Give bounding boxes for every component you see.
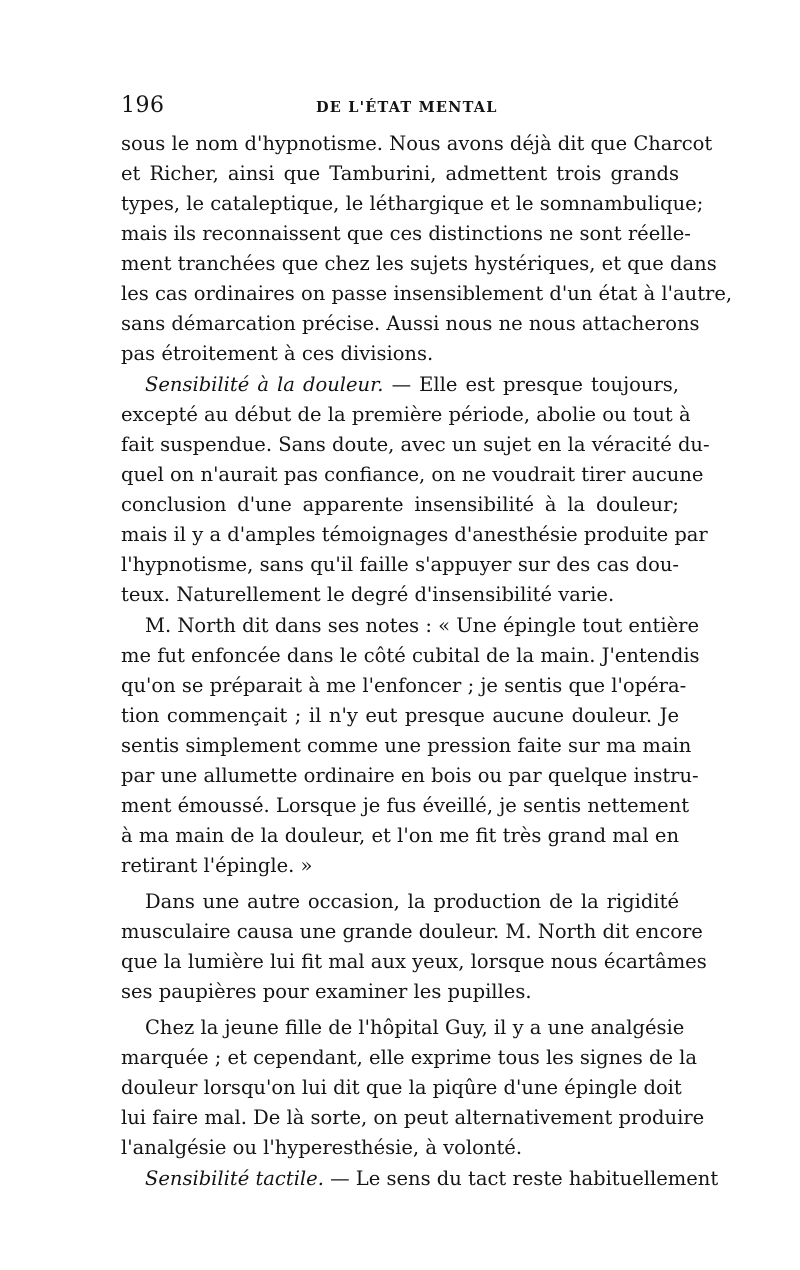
- text-line: fait suspendue. Sans doute, avec un sujet en la véracité du-: [121, 433, 710, 456]
- paragraph-2: [121, 370, 710, 610]
- text-line: quel on n'aurait pas confiance, on ne voudrait tirer aucune: [121, 463, 704, 486]
- paragraph-6: [121, 1164, 719, 1194]
- text-line: l'hypnotisme, sans qu'il faille s'appuyer sur des cas dou-: [121, 553, 679, 576]
- section-heading-pain: Sensibilité à la douleur.: [145, 373, 384, 396]
- text-line: et Richer, ainsi que Tamburini, admettent trois grands: [121, 162, 679, 185]
- text-line: Dans une autre occasion, la production de la rigidité: [145, 890, 679, 913]
- text-line: ment tranchées que chez les sujets hystériques, et que dans: [121, 252, 717, 275]
- paragraph-4: [121, 887, 707, 1007]
- text-line: que la lumière lui fit mal aux yeux, lorsque nous écartâmes: [121, 950, 707, 973]
- text-line: douleur lorsqu'on lui dit que la piqûre d'une épingle doit: [121, 1076, 682, 1099]
- text-line: sentis simplement comme une pression faite sur ma main: [121, 734, 692, 757]
- text-line: conclusion d'une apparente insensibilité à la douleur;: [121, 493, 679, 516]
- text-line: me fut enfoncée dans le côté cubital de la main. J'entendis: [121, 644, 700, 667]
- text-line: teux. Naturellement le degré d'insensibilité varie.: [121, 583, 615, 606]
- text-line: types, le cataleptique, le léthargique et le somnambulique;: [121, 192, 704, 215]
- page-number: 196: [121, 93, 165, 118]
- text-line: mais il y a d'amples témoignages d'anesthésie produite par: [121, 523, 708, 546]
- text-line: pas étroitement à ces divisions.: [121, 342, 434, 365]
- text-line: marquée ; et cependant, elle exprime tous les signes de la: [121, 1046, 698, 1069]
- text-line: ment émoussé. Lorsque je fus éveillé, je sentis nettement: [121, 794, 690, 817]
- text-line: [121, 370, 679, 400]
- section-heading-touch: Sensibilité tactile.: [145, 1167, 324, 1190]
- paragraph-3: [121, 611, 700, 881]
- text-line: M. North dit dans ses notes : « Une épingle tout entière: [145, 614, 699, 637]
- text-line: musculaire causa une grande douleur. M. North dit encore: [121, 920, 703, 943]
- text-line: sous le nom d'hypnotisme. Nous avons déjà dit que Charcot: [121, 132, 713, 155]
- section-heading-rest: — Elle est presque toujours,: [383, 373, 679, 396]
- text-line: excepté au début de la première période, abolie ou tout à: [121, 403, 691, 426]
- section-heading-rest: — Le sens du tact reste habituellement: [323, 1167, 719, 1190]
- body-text: [121, 129, 733, 1194]
- text-line: qu'on se préparait à me l'enfoncer ; je sentis que l'opéra-: [121, 674, 687, 697]
- running-title: DE L'ÉTAT MENTAL: [316, 99, 498, 116]
- page-header: [121, 88, 675, 124]
- text-line: lui faire mal. De là sorte, on peut alternativement produire: [121, 1106, 705, 1129]
- text-line: mais ils reconnaissent que ces distinctions ne sont réelle-: [121, 222, 691, 245]
- text-line: Chez la jeune fille de l'hôpital Guy, il y a une analgésie: [145, 1016, 685, 1039]
- paragraph-1: [121, 129, 733, 369]
- text-line: l'analgésie ou l'hyperesthésie, à volonté.: [121, 1136, 523, 1159]
- text-line: [121, 1164, 719, 1194]
- text-line: par une allumette ordinaire en bois ou par quelque instru-: [121, 764, 699, 787]
- text-line: à ma main de la douleur, et l'on me fit très grand mal en: [121, 824, 679, 847]
- text-line: ses paupières pour examiner les pupilles.: [121, 980, 532, 1003]
- paragraph-5: [121, 1013, 705, 1163]
- text-line: retirant l'épingle. »: [121, 854, 313, 877]
- text-line: les cas ordinaires on passe insensiblement d'un état à l'autre,: [121, 282, 733, 305]
- text-line: sans démarcation précise. Aussi nous ne nous attacherons: [121, 312, 700, 335]
- text-line: tion commençait ; il n'y eut presque aucune douleur. Je: [121, 704, 679, 727]
